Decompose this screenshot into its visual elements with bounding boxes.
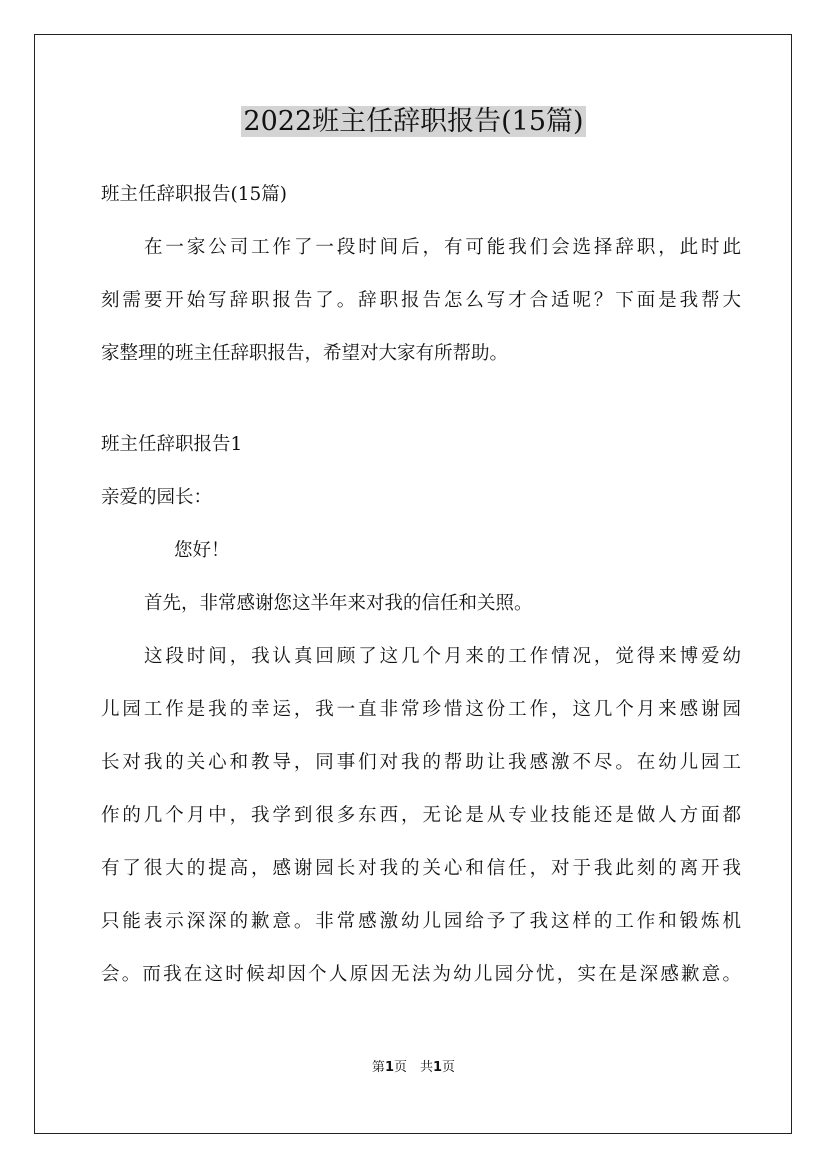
greeting: 您好！ xyxy=(174,540,230,561)
document-body xyxy=(101,168,741,1001)
intro-line-3: 家整理的班主任辞职报告，希望对大家有所帮助。 xyxy=(101,343,509,364)
page-footer xyxy=(0,1056,827,1075)
paragraph-2-line-7: 会。而我在这时候却因个人原因无法为幼儿园分忧，实在是深感歉意。 xyxy=(101,964,741,985)
footer-page-current: 1 xyxy=(384,1060,394,1075)
document-title xyxy=(0,104,827,140)
document-title-text: 2022班主任辞职报告(15篇) xyxy=(243,106,584,137)
paragraph-2-line-6: 只能表示深深的歉意。非常感激幼儿园给予了我这样的工作和锻炼机 xyxy=(101,911,741,932)
paragraph-2-line-2: 儿园工作是我的幸运，我一直非常珍惜这份工作，这几个月来感谢园 xyxy=(101,699,741,720)
section-heading: 班主任辞职报告1 xyxy=(101,434,243,455)
footer-page-suffix: 页 xyxy=(442,1060,456,1075)
intro-line-1: 在一家公司工作了一段时间后，有可能我们会选择辞职，此时此 xyxy=(144,237,741,258)
salutation: 亲爱的园长： xyxy=(101,487,213,508)
paragraph-2-line-1: 这段时间，我认真回顾了这几个月来的工作情况，觉得来博爱幼 xyxy=(144,646,741,667)
paragraph-2-line-5: 有了很大的提高，感谢园长对我的关心和信任，对于我此刻的离开我 xyxy=(101,858,741,879)
paragraph-gap xyxy=(101,380,741,418)
footer-page-prefix: 第 xyxy=(371,1060,385,1075)
footer-page-total: 1 xyxy=(433,1060,443,1075)
intro-line-2: 刻需要开始写辞职报告了。辞职报告怎么写才合适呢？下面是我帮大 xyxy=(101,290,741,311)
paragraph-2-line-4: 作的几个月中，我学到很多东西，无论是从专业技能还是做人方面都 xyxy=(101,805,741,826)
paragraph-2-line-3: 长对我的关心和教导，同事们对我的帮助让我感激不尽。在幼儿园工 xyxy=(101,752,741,773)
document-subtitle: 班主任辞职报告(15篇) xyxy=(101,184,287,205)
footer-page-mid: 页 共 xyxy=(393,1060,433,1075)
paragraph-1: 首先，非常感谢您这半年来对我的信任和关照。 xyxy=(144,593,533,614)
